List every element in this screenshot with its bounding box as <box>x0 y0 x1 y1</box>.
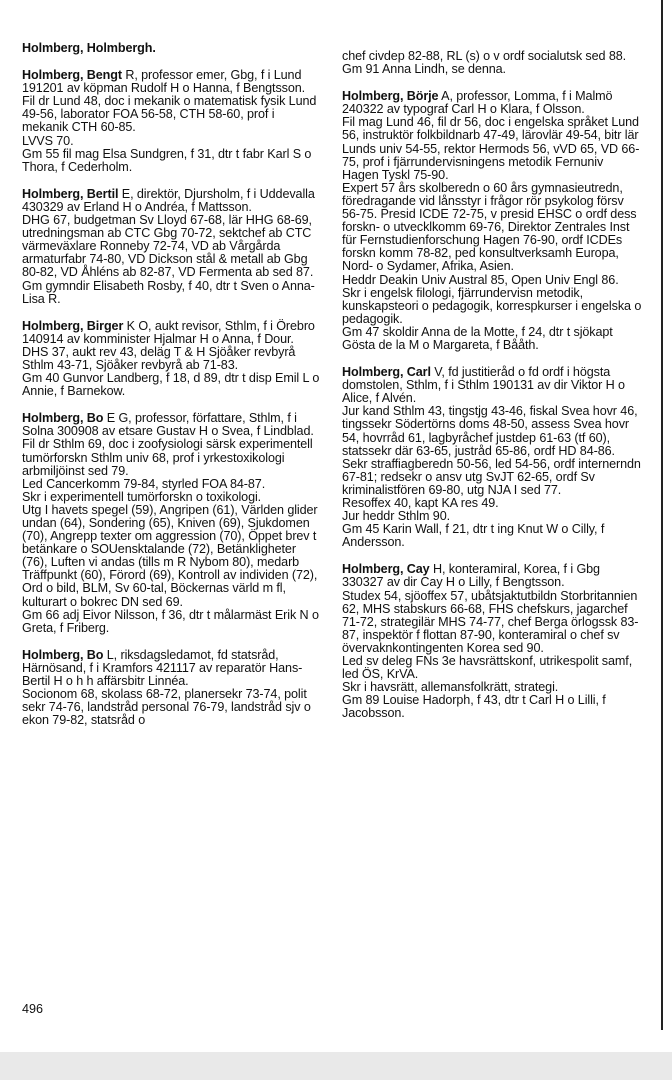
entry-paragraph: Gm 45 Karin Wall, f 21, dtr t ing Knut W o Cilly, f Andersson. <box>342 522 605 550</box>
biography-entry <box>342 563 642 720</box>
entry-paragraph: Gm 47 skoldir Anna de la Motte, f 24, dtr t sjökapt Gösta de la M o Margareta, f Bååth. <box>342 324 613 352</box>
entry-heading <box>22 69 322 95</box>
page-bottom-shade <box>0 1052 672 1080</box>
entry-paragraph: Gm 40 Gunvor Landberg, f 18, d 89, dtr t disp Emil L o Annie, f Barnekow. <box>22 371 320 399</box>
left-entries <box>22 69 322 727</box>
right-column <box>342 50 642 735</box>
entry-paragraph: Led sv deleg FNs 3e havsrättskonf, utrikespolit samf, led ÖS, KrVA. <box>342 654 633 682</box>
entry-intro: E G, professor, författare, Sthlm, f i Solna 300908 av etsare Gustav H o Svea, f Lindblad. <box>22 411 314 439</box>
entry-name: Holmberg, Bo <box>22 411 104 426</box>
entry-intro: K O, aukt revisor, Sthlm, f i Örebro 140914 av komminister Hjalmar H o Anna, f Dour. <box>22 318 315 346</box>
entry-paragraph: Expert 57 års skolberedn o 60 års gymnasieutredn, föredragande vid lånsstyr i frågor rör psykolog försv 56-75. Presid ICDE 72-75, v presid EHSC o ordf dess forskn- o utvecklkomm 69-76, Direktor Zentrales Inst für Fernstudienforschung Hagen 76-90, ordf ICDEs forskn komm 78-82, ped konsultverksamh Europa, Nord- o Sydamer, Afrika, Asien. <box>342 180 637 274</box>
entry-paragraph: Socionom 68, skolass 68-72, planersekr 73-74, polit sekr 74-76, landstråd personal 76-79, landstråd sjv o ekon 79-82, statsråd o <box>22 687 311 728</box>
entry-paragraph: Led Cancerkomm 79-84, styrled FOA 84-87. <box>22 476 266 491</box>
entry-name: Holmberg, Carl <box>342 365 431 380</box>
entry-intro: A, professor, Lomma, f i Malmö 240322 av typograf Carl H o Klara, f Olsson. <box>342 89 613 117</box>
entry-paragraph: Fil mag Lund 46, fil dr 56, doc i engelska språket Lund 56, instruktör folkbildnarb 47-49, lärovlär 49-54, bitr lär Lunds univ 54-55, rektor Hermods 56, vVD 65, VD 66-75, prof i fjärrundervisningens metodik Fernuniv Hagen Tyskl 75-90. <box>342 115 640 182</box>
entry-paragraph: Gm 89 Louise Hadorph, f 43, dtr t Carl H o Lilli, f Jacobsson. <box>342 693 606 721</box>
biography-entry <box>342 90 642 352</box>
entry-paragraph: DHG 67, budgetman Sv Lloyd 67-68, lär HHG 68-69, utredningsman ab CTC Gbg 70-72, sektchef ab CTC värmeväxlare Ronneby 72-74, VD ab Vårgårda armaturfabr 74-80, VD Dickson stål & metall ab Gbg 80-82, VD Åhléns ab 82-87, VD Fermenta ab sed 87. <box>22 213 314 280</box>
entry-paragraph: Jur kand Sthlm 43, tingstjg 43-46, fiskal Svea hovr 46, tingssekr Södertörns doms 48-50, assess Svea hovr 54, hovrråd 61, lagbyråchef justdep 61-63 (tf 60), statssekr där 63-65, justråd 65-86, ordf HD 84-86. <box>342 404 638 458</box>
entry-paragraph: Skr i engelsk filologi, fjärrundervisn metodik, kunskapsteori o pedagogik, korrespkurser i engelska o pedagogik. <box>342 285 642 326</box>
entry-intro: L, riksdagsledamot, fd statsråd, Härnösand, f i Kramfors 421117 av reparatör Hans-Bertil H o h h affärsbitr Linnéa. <box>22 647 303 689</box>
entry-paragraph: Fil dr Lund 48, doc i mekanik o matematisk fysik Lund 49-56, laborator FOA 56-58, CTH 58-60, prof i mekanik CTH 60-85. <box>22 94 317 135</box>
entry-name: Holmberg, Bertil <box>22 186 119 201</box>
entry-heading <box>342 90 642 116</box>
left-column <box>22 42 322 741</box>
biography-entry <box>22 320 322 399</box>
page-edge-rule <box>661 0 663 1030</box>
entry-paragraph: Gm gymndir Elisabeth Rosby, f 40, dtr t Sven o Anna-Lisa R. <box>22 278 315 306</box>
entry-paragraph: chef civdep 82-88, RL (s) o v ordf socialutsk sed 88. <box>342 49 627 63</box>
entry-paragraph: Sekr straffiagberedn 50-56, led 54-56, ordf internerndn 67-81; redsekr o ansv utg SvJT 62-65, ordf Sv kriminalistfören 69-80, utg NJA I sed 77. <box>342 456 641 497</box>
entry-paragraph: Gm 66 adj Eivor Nilsson, f 36, dtr t målarmäst Erik N o Greta, f Friberg. <box>22 607 319 635</box>
entry-paragraph: Heddr Deakin Univ Austral 85, Open Univ Engl 86. <box>342 272 619 287</box>
entry-intro: V, fd justitieråd o fd ordf i högsta domstolen, Sthlm, f i Sthlm 190131 av dir Viktor H o Alice, f Alvén. <box>342 365 625 406</box>
entry-paragraph: Gm 55 fil mag Elsa Sundgren, f 31, dtr t fabr Karl S o Thora, f Cederholm. <box>22 146 312 174</box>
entry-paragraph: DHS 37, aukt rev 43, deläg T & H Sjöåker revbyrå Sthlm 43-71, Sjöåker revbyrå ab 71-83. <box>22 344 296 372</box>
entry-paragraph: Studex 54, sjöoffex 57, ubåtsjaktutbildn Storbritannien 62, MHS stabskurs 66-68, FHS chefskurs, jagarchef 71-72, strategilär MHS 74-77, chef Berga örlogssk 83-87, inspektör f flottan 87-90, konteramiral o chef sv övervaknkontingenten Korea sed 90. <box>342 588 639 655</box>
biography-entry <box>22 649 322 728</box>
entry-paragraph: Gm 91 Anna Lindh, se denna. <box>342 62 506 77</box>
entry-paragraph: Skr i havsrätt, allemansfolkrätt, strategi. <box>342 680 559 695</box>
entry-intro: H, konteramiral, Korea, f i Gbg 330327 av dir Cay H o Lilly, f Bengtsson. <box>342 562 600 590</box>
entry-heading <box>22 412 322 438</box>
entry-paragraph: Utg I havets spegel (59), Angripen (61), Världen glider undan (64), Sondering (65), Kniven (69), Sjukdomen (70), Angrepp texter om aggression (70), Öppet brev t betänkare o SOUensktalande (72), Betänkligheter (76), Luften vi andas (tills m R Nybom 80), medarb Träffpunkt (60), Förord (69), Kontroll av individen (72), Ord o bild, BLM, Sv 60-tal, Böckernas värld m fl, kulturart o bokrec DN sed 69. <box>22 502 318 609</box>
biography-entry <box>342 50 642 76</box>
entry-heading <box>342 563 642 589</box>
entry-name: Holmberg, Bo <box>22 647 104 662</box>
page-number: 496 <box>22 1002 44 1016</box>
right-entries <box>342 50 642 721</box>
entry-name: Holmberg, Bengt <box>22 68 122 83</box>
biography-entry <box>22 412 322 635</box>
entry-paragraph: Jur heddr Sthlm 90. <box>342 509 451 524</box>
entry-name: Holmberg, Börje <box>342 89 439 104</box>
entry-paragraph: Resoffex 40, kapt KA res 49. <box>342 496 499 510</box>
biography-entry <box>342 366 642 549</box>
biography-entry <box>22 188 322 306</box>
entry-paragraph: LVVS 70. <box>22 133 74 148</box>
entry-heading <box>22 649 322 688</box>
entry-paragraph: Skr i experimentell tumörforskn o toxikologi. <box>22 489 262 504</box>
entry-paragraph: Fil dr Sthlm 69, doc i zoofysiologi särsk experimentell tumörforskn Sthlm univ 68, prof i yrkestoxikologi arbmiljöinst sed 79. <box>22 437 313 478</box>
entry-name: Holmberg, Cay <box>342 562 430 577</box>
entry-heading <box>342 366 642 405</box>
entry-heading <box>22 320 322 346</box>
entry-name: Holmberg, Birger <box>22 318 124 333</box>
entry-intro: E, direktör, Djursholm, f i Uddevalla 430329 av Erland H o Andréa, f Mattsson. <box>22 186 315 214</box>
biography-entry <box>22 69 322 174</box>
entry-heading <box>22 188 322 214</box>
entry-intro: R, professor emer, Gbg, f i Lund 191201 av köpman Rudolf H o Hanna, f Bengtsson. <box>22 68 306 96</box>
page-header: Holmberg, Holmbergh. <box>22 41 156 55</box>
